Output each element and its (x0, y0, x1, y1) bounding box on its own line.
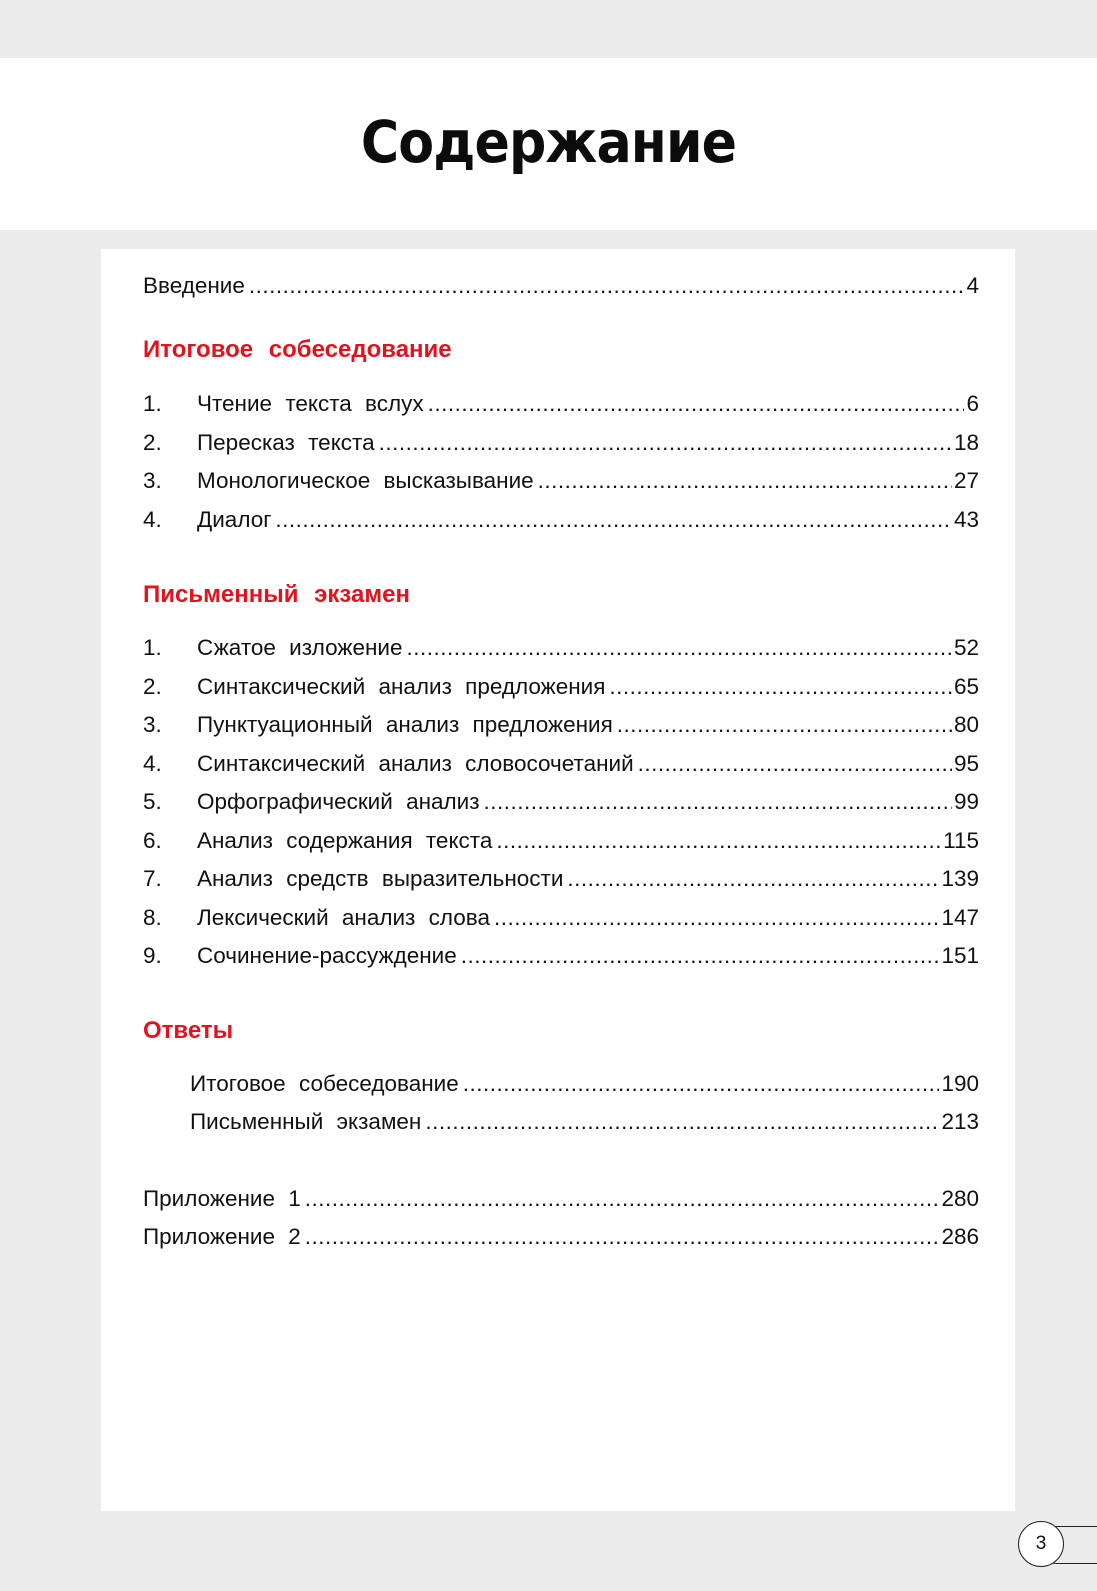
page-title: Содержание (360, 108, 737, 176)
toc-entry-page: 99 (953, 789, 979, 814)
section-heading-answers: Ответы (143, 1017, 234, 1044)
toc-entry-page: 280 (941, 1186, 979, 1211)
page-number: 3 (1018, 1521, 1064, 1567)
page-number-marker (1018, 1521, 1097, 1567)
toc-entry-page: 95 (953, 751, 979, 776)
toc-entry-number: 2. (143, 674, 162, 699)
toc-entry-page: 213 (941, 1109, 979, 1134)
toc-entry-number: 6. (143, 828, 162, 853)
toc-entry[interactable] (143, 749, 979, 779)
toc-entry[interactable] (143, 826, 979, 856)
toc-entry-label: Пересказ текста (197, 430, 375, 455)
toc-entry[interactable] (143, 941, 979, 971)
toc-entry[interactable] (143, 710, 979, 740)
toc-entry-appendix-1[interactable] (143, 1184, 979, 1214)
toc-entry-page: 115 (943, 828, 979, 853)
toc-entry-number: 4. (143, 751, 162, 776)
toc-entry-page: 151 (941, 943, 979, 968)
toc-entry-page: 52 (953, 635, 979, 660)
toc-entry-number: 3. (143, 468, 162, 493)
toc-entry-label: Диалог (197, 507, 272, 532)
toc-entry-page: 6 (966, 391, 979, 416)
toc-entry-page: 190 (941, 1071, 979, 1096)
toc-entry-label: Анализ средств выразительности (197, 866, 564, 891)
toc-entry-label: Орфографический анализ (197, 789, 480, 814)
section-heading-written: Письменный экзамен (143, 581, 410, 608)
toc-entry[interactable] (143, 864, 979, 894)
dot-leader (461, 941, 940, 971)
toc-entry-label: Приложение 1 (143, 1186, 301, 1211)
toc-entry-label: Пунктуационный анализ предложения (197, 712, 613, 737)
toc-entry-page: 27 (953, 468, 979, 493)
toc-entry[interactable] (143, 428, 979, 458)
toc-entry-page: 147 (941, 905, 979, 930)
toc-entry-number: 8. (143, 905, 162, 930)
toc-entry-label: Чтение текста вслух (197, 391, 424, 416)
dot-leader (494, 903, 939, 933)
toc-entry-label: Анализ содержания текста (197, 828, 493, 853)
toc-entry[interactable] (143, 787, 979, 817)
dot-leader (305, 1222, 940, 1252)
toc-entry-page: 80 (953, 712, 979, 737)
toc-entry-label: Монологическое высказывание (197, 468, 534, 493)
dot-leader (484, 787, 952, 817)
dot-leader (379, 428, 952, 458)
toc-entry-intro[interactable] (143, 271, 979, 301)
dot-leader (425, 1107, 939, 1137)
toc-entry[interactable] (143, 505, 979, 535)
dot-leader (249, 271, 965, 301)
toc-entry[interactable] (190, 1107, 979, 1137)
toc-entry-label: Письменный экзамен (190, 1109, 422, 1134)
toc-entry[interactable] (143, 633, 979, 663)
dot-leader (638, 749, 952, 779)
toc-entry-appendix-2[interactable] (143, 1222, 979, 1252)
toc-entry-number: 1. (143, 391, 162, 416)
toc-entry-page: 4 (966, 273, 979, 298)
toc-entry-page: 286 (941, 1224, 979, 1249)
toc-entry-label: Синтаксический анализ словосочетаний (197, 751, 634, 776)
toc-entry-number: 9. (143, 943, 162, 968)
toc-entry-label: Приложение 2 (143, 1224, 301, 1249)
toc-entry-number: 7. (143, 866, 162, 891)
dot-leader (305, 1184, 940, 1214)
section-heading-oral: Итоговое собеседование (143, 336, 452, 363)
toc-entry[interactable] (190, 1069, 979, 1099)
toc-entry-label: Лексический анализ слова (197, 905, 490, 930)
toc-entry-label: Синтаксический анализ предложения (197, 674, 606, 699)
dot-leader (538, 466, 952, 496)
toc-entry[interactable] (143, 466, 979, 496)
toc-entry-label: Введение (143, 273, 245, 298)
dot-leader (496, 826, 941, 856)
toc-entry-label: Итоговое собеседование (190, 1071, 459, 1096)
toc-entry[interactable] (143, 389, 979, 419)
toc-entry-page: 18 (953, 430, 979, 455)
dot-leader (609, 672, 952, 702)
toc-entry-number: 4. (143, 507, 162, 532)
toc-entry-number: 1. (143, 635, 162, 660)
toc-entry-page: 139 (941, 866, 979, 891)
dot-leader (617, 710, 952, 740)
dot-leader (407, 633, 952, 663)
dot-leader (463, 1069, 940, 1099)
toc-entry-number: 2. (143, 430, 162, 455)
toc-entry-label: Сжатое изложение (197, 635, 403, 660)
toc-entry-number: 5. (143, 789, 162, 814)
toc-entry-page: 43 (953, 507, 979, 532)
toc-entry-label: Сочинение-рассуждение (197, 943, 457, 968)
toc-entry-number: 3. (143, 712, 162, 737)
dot-leader (567, 864, 939, 894)
toc-entry[interactable] (143, 903, 979, 933)
toc-entry-page: 65 (953, 674, 979, 699)
dot-leader (275, 505, 952, 535)
toc-entry[interactable] (143, 672, 979, 702)
dot-leader (428, 389, 965, 419)
